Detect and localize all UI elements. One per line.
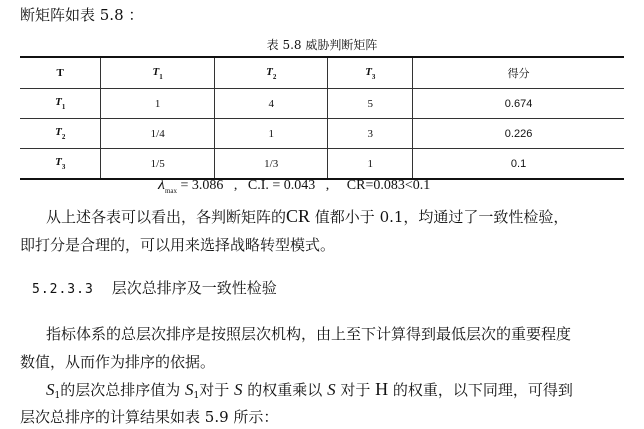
table-cell: 3: [328, 119, 413, 149]
table-cell: 1/4: [101, 119, 215, 149]
paragraph-3-line-1: $S_1$的层次总排序值为 $S_1$对于 S 的权重乘以 S 对于 H 的权重，以下同理，可得到: [46, 379, 573, 401]
table-header-row: [20, 57, 624, 89]
table-cell: 4: [214, 89, 328, 119]
table-cell: 1/5: [101, 149, 215, 180]
score-cell: 0.1: [413, 149, 624, 180]
table-cell: 1: [101, 89, 215, 119]
table-cell: 1: [328, 149, 413, 180]
paragraph-2-line-1: 指标体系的总层次排序是按照层次机构，由上至下计算得到最低层次的重要程度: [46, 325, 572, 343]
table-caption: 表 5.8 威胁判断矩阵: [266, 38, 378, 52]
paragraph-3-line-2: 层次总排序的计算结果如表 5.9 所示：: [20, 408, 279, 426]
table-row: [20, 149, 624, 180]
table-row: [20, 89, 624, 119]
score-cell: 0.674: [413, 89, 624, 119]
section-heading: [32, 277, 277, 298]
table-cell: 1/3: [214, 149, 328, 180]
intro-text: 断矩阵如表 5.8 ：: [20, 6, 144, 24]
table-cell: 5: [328, 89, 413, 119]
header-cell-t3: $T_3$: [328, 57, 413, 89]
table-cell: 1: [214, 119, 328, 149]
consistency-formula: [158, 176, 430, 195]
section-title: 层次总排序及一致性检验: [111, 279, 277, 297]
paragraph-1-line-1: 从上述各表可以看出，各判断矩阵的CR 值都小于 0.1，均通过了一致性检验，: [46, 206, 569, 226]
score-cell: 0.226: [413, 119, 624, 149]
section-number: 5.2.3.3: [32, 282, 94, 297]
formula-values: = 3.086 , C.I. = 0.043 , CR=0.083<0.1: [177, 178, 431, 193]
header-cell-t1: $T_1$: [101, 57, 215, 89]
paragraph-2-line-2: 数值，从而作为排序的依据。: [20, 353, 216, 371]
lambda-subscript: max: [164, 187, 177, 195]
header-cell-t2: $T_2$: [214, 57, 328, 89]
header-cell-score: 得分: [413, 57, 624, 89]
row-label: $T_3$: [20, 149, 101, 180]
table-row: [20, 119, 624, 149]
lambda-symbol: λ: [158, 176, 165, 193]
threat-judgment-matrix: [20, 56, 624, 180]
header-cell-t: T: [20, 57, 101, 89]
paragraph-1-line-2: 即打分是合理的，可以用来选择战略转型模式。: [20, 236, 336, 254]
row-label: $T_2$: [20, 119, 101, 149]
row-label: $T_1$: [20, 89, 101, 119]
